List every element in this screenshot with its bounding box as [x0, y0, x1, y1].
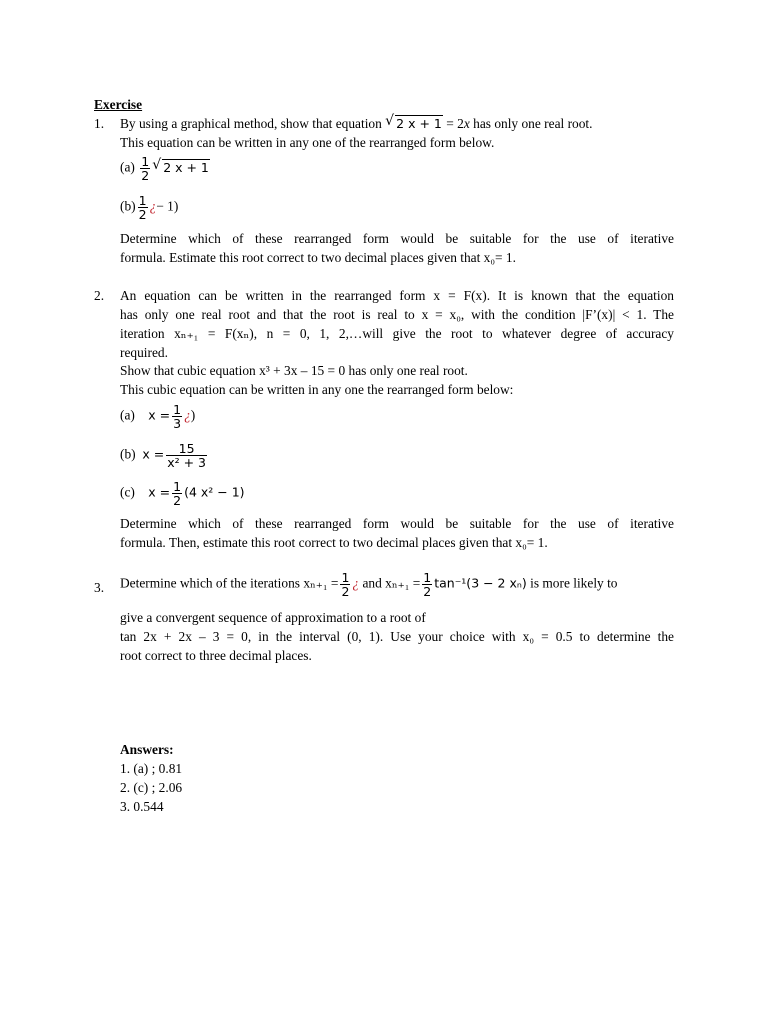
q1-option-b	[120, 194, 178, 221]
answer-3: 3. 0.544	[120, 799, 164, 814]
q1-a-label: (a)	[120, 159, 135, 175]
q2-number: 2.	[94, 288, 105, 303]
q3-line4: root correct to three decimal places.	[120, 648, 312, 663]
fraction-q2c	[172, 480, 182, 507]
q1-line1-text: By using a graphical method, show that equation	[120, 116, 386, 131]
q1-line1-tail: has only one real root.	[469, 116, 593, 131]
answer-1: 1. (a) ; 0.81	[120, 761, 183, 776]
q1-line2: This equation can be written in any one of the rearranged form below.	[120, 135, 495, 150]
q2-c-lhs: x =	[148, 484, 171, 500]
answer-2: 2. (c) ; 2.06	[120, 780, 183, 795]
q2-option-b	[120, 442, 209, 469]
frac-den: 2	[141, 168, 150, 183]
radicand-a: 2 x + 1	[163, 159, 209, 175]
radicand: 2 x + 1	[396, 116, 442, 131]
q1-option-a	[120, 155, 210, 182]
q3-number: 3.	[94, 580, 105, 595]
q2-c-label: (c)	[120, 484, 135, 500]
q2-b-label: (b)	[120, 446, 136, 462]
q3-line1-tail: is more likely to	[526, 575, 618, 591]
q3f1-num: 1	[341, 570, 350, 585]
q2-b-lhs: x =	[142, 446, 165, 462]
q2b-num: 15	[178, 441, 195, 456]
q2c-num: 1	[173, 479, 182, 494]
q2a-den: 3	[173, 416, 182, 431]
q2-option-c	[120, 480, 245, 507]
frac-num: 1	[141, 154, 150, 169]
q1-b-tail: − 1)	[156, 198, 179, 214]
q2-line7: Determine which of these rearranged form would be suitable for the use of iterative	[120, 516, 674, 531]
q2-line2: has only one real root and that the root is real to x = x₀, with the condition |F’(x)| < 1. The	[120, 307, 674, 322]
q2-option-a	[120, 403, 195, 430]
missing-symbol-glyph-2a: ¿	[184, 407, 191, 423]
q2-a-label: (a)	[120, 407, 135, 423]
q3-line1	[120, 571, 674, 598]
sqrt-expression-a: √ 2 x + 1	[152, 156, 209, 175]
q2-line1: An equation can be written in the rearranged form x = F(x). It is known that the equation	[120, 288, 674, 303]
q1-var: x	[463, 116, 470, 131]
fraction-q3-1	[340, 571, 350, 598]
frac-num-b: 1	[138, 193, 147, 208]
fraction-q2a	[172, 403, 182, 430]
q1-b-label: (b)	[120, 198, 136, 214]
answers-heading: Answers:	[120, 742, 174, 757]
sqrt-expression: √ 2 x + 1	[385, 113, 442, 131]
missing-symbol-glyph-3: ¿	[352, 575, 360, 591]
fraction-q2b	[166, 442, 207, 469]
q2c-den: 2	[173, 493, 182, 508]
q1-line4: formula. Estimate this root correct to two decimal places given that x₀= 1.	[120, 250, 516, 265]
q2-c-tail: (4 x² − 1)	[184, 484, 245, 500]
q2-line4: required.	[120, 345, 168, 360]
q2-line8: formula. Then, estimate this root correct to two decimal places given that x₀= 1.	[120, 535, 548, 550]
fraction	[140, 155, 150, 182]
q3f2-num: 1	[423, 570, 432, 585]
missing-symbol-glyph: ¿	[149, 198, 157, 214]
q1-equals: = 2	[442, 116, 464, 131]
q2-line5: Show that cubic equation x³ + 3x – 15 = 0 has only one real root.	[120, 363, 468, 378]
q1-line1	[120, 114, 593, 133]
q2-a-lhs: x =	[148, 407, 171, 423]
exercise-title: Exercise	[94, 97, 143, 112]
q1-line3: Determine which of these rearranged form would be suitable for the use of iterative	[120, 231, 674, 246]
q1-number: 1.	[94, 116, 105, 131]
q3f1-den: 2	[341, 584, 350, 599]
q3-arctan: tan⁻¹(3 − 2 xₙ)	[434, 575, 527, 591]
fraction-b	[138, 194, 148, 221]
q2a-num: 1	[173, 402, 182, 417]
fraction-q3-2	[422, 571, 432, 598]
q2-a-tail: )	[190, 407, 196, 423]
q3f2-den: 2	[423, 584, 432, 599]
frac-den-b: 2	[138, 207, 147, 222]
q2b-den: x² + 3	[167, 455, 206, 470]
q3-line2: give a convergent sequence of approximation to a root of	[120, 610, 426, 625]
q2-line6: This cubic equation can be written in any one the rearranged form below:	[120, 382, 514, 397]
q2-line3: iteration xₙ₊₁ = F(xₙ), n = 0, 1, 2,…will give the root to whatever degree of accuracy	[120, 326, 674, 341]
q3-line3: tan 2x + 2x – 3 = 0, in the interval (0, 1). Use your choice with x₀ = 0.5 to determine the	[120, 629, 674, 644]
q3-line1-mid: and xₙ₊₁ =	[359, 575, 421, 591]
q3-line1-text: Determine which of the iterations xₙ₊₁ =	[120, 575, 339, 591]
